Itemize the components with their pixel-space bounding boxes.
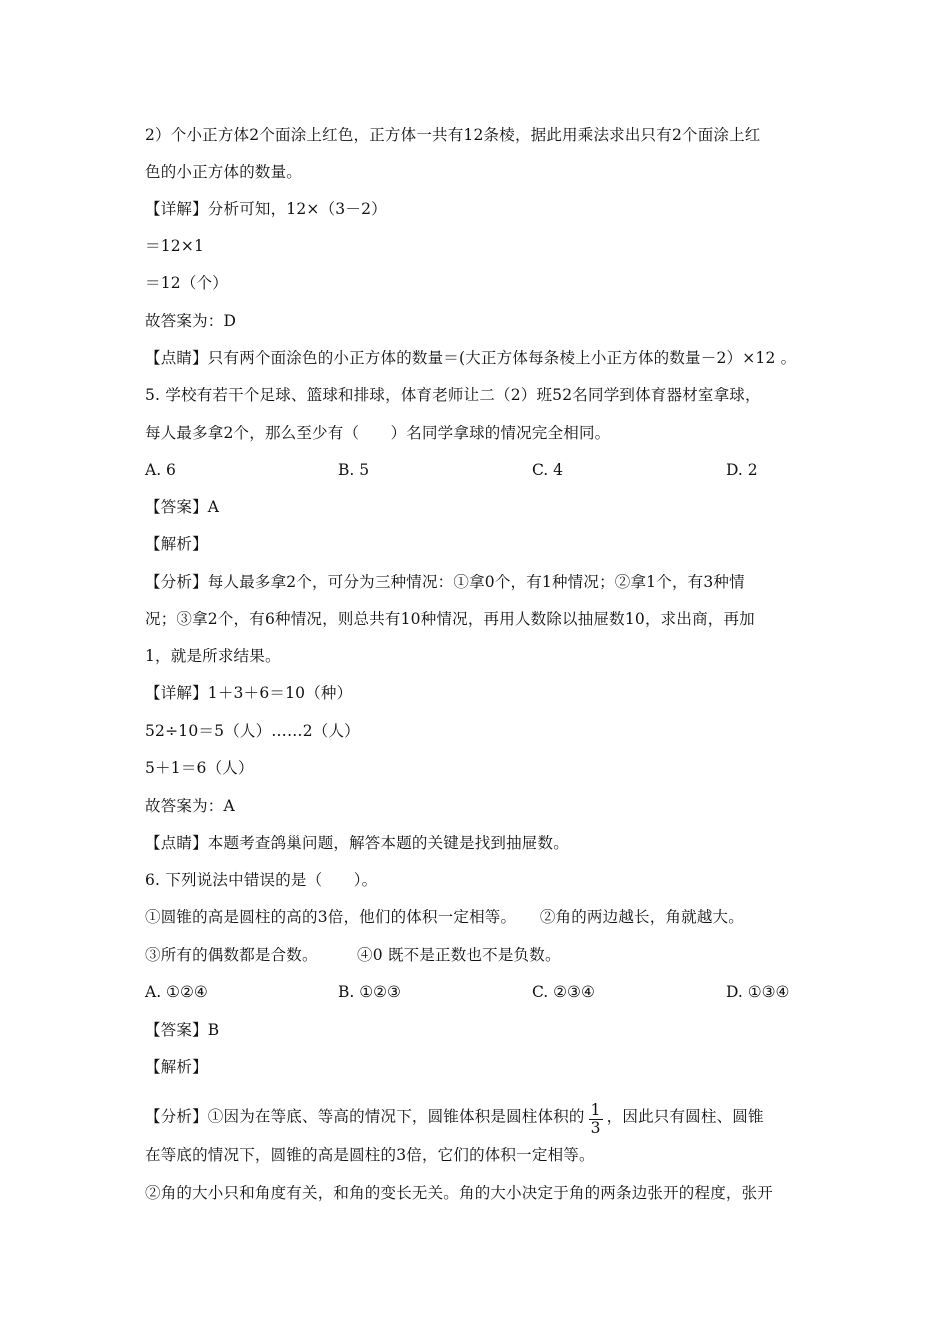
text-line: ②角的大小只和角度有关，和角的变长无关。角的大小决定于角的两条边张开的程度，张开	[145, 1184, 774, 1202]
text-line: 况；③拿2个，有6种情况，则总共有10种情况，再用人数除以抽屉数10，求出商，再加	[145, 610, 755, 628]
question-6-statements: ③所有的偶数都是合数。 ④0 既不是正数也不是负数。	[145, 946, 561, 964]
q5-option-b: B. 5	[338, 461, 370, 479]
question-5-stem: 每人最多拿2个，那么至少有（ ）名同学拿球的情况完全相同。	[145, 424, 611, 442]
text-line: 【解析】	[145, 535, 208, 553]
fraction-numerator: 1	[590, 1101, 601, 1119]
text-line: 【详解】分析可知，12×（3－2）	[145, 200, 387, 218]
q6-option-d: D. ①③④	[726, 983, 790, 1001]
text-line: ＝12×1	[145, 237, 205, 255]
text-line: 色的小正方体的数量。	[145, 163, 303, 181]
q5-option-d: D. 2	[726, 461, 758, 479]
text-line: 【解析】	[145, 1058, 208, 1076]
text-segment: 【分析】①因为在等底、等高的情况下，圆锥体积是圆柱体积的	[145, 1107, 585, 1126]
question-6-stem: 6. 下列说法中错误的是（ ）。	[145, 871, 378, 889]
text-line: 在等底的情况下，圆锥的高是圆柱的3倍，它们的体积一定相等。	[145, 1146, 595, 1164]
text-line: 1，就是所求结果。	[145, 647, 281, 665]
answer-line: 【答案】A	[145, 498, 220, 516]
q5-option-a: A. 6	[145, 461, 176, 479]
text-line: 【点睛】本题考查鸽巢问题，解答本题的关键是找到抽屉数。	[145, 834, 569, 852]
q6-option-c: C. ②③④	[532, 983, 595, 1001]
question-6-statements: ①圆锥的高是圆柱的高的3倍，他们的体积一定相等。 ②角的两边越长，角就越大。	[145, 908, 744, 926]
text-line: 52÷10＝5（人）……2（人）	[145, 722, 360, 740]
q5-option-c: C. 4	[532, 461, 564, 479]
text-line: 【详解】1＋3＋6＝10（种）	[145, 684, 353, 702]
text-line: 故答案为：D	[145, 312, 237, 330]
fraction-one-third	[589, 1102, 603, 1137]
text-line: 【点睛】只有两个面涂色的小正方体的数量＝(大正方体每条棱上小正方体的数量－2）×12 。	[145, 349, 797, 367]
text-line: 【分析】每人最多拿2个，可分为三种情况：①拿0个，有1种情况；②拿1个，有3种情	[145, 573, 745, 591]
text-line: 5＋1＝6（人）	[145, 759, 254, 777]
text-line-with-fraction	[145, 1100, 815, 1135]
question-5-stem: 5. 学校有若干个足球、篮球和排球，体育老师让二（2）班52名同学到体育器材室拿球，	[145, 386, 761, 404]
text-segment: ，因此只有圆柱、圆锥	[606, 1107, 764, 1126]
q6-option-a: A. ①②④	[145, 983, 208, 1001]
q6-option-b: B. ①②③	[338, 983, 401, 1001]
answer-line: 【答案】B	[145, 1021, 220, 1039]
text-line: 故答案为：A	[145, 797, 235, 815]
text-line: 2）个小正方体2个面涂上红色，正方体一共有12条棱，据此用乘法求出只有2个面涂上红	[145, 126, 761, 144]
fraction-denominator: 3	[590, 1119, 601, 1137]
text-line: ＝12（个）	[145, 274, 228, 292]
